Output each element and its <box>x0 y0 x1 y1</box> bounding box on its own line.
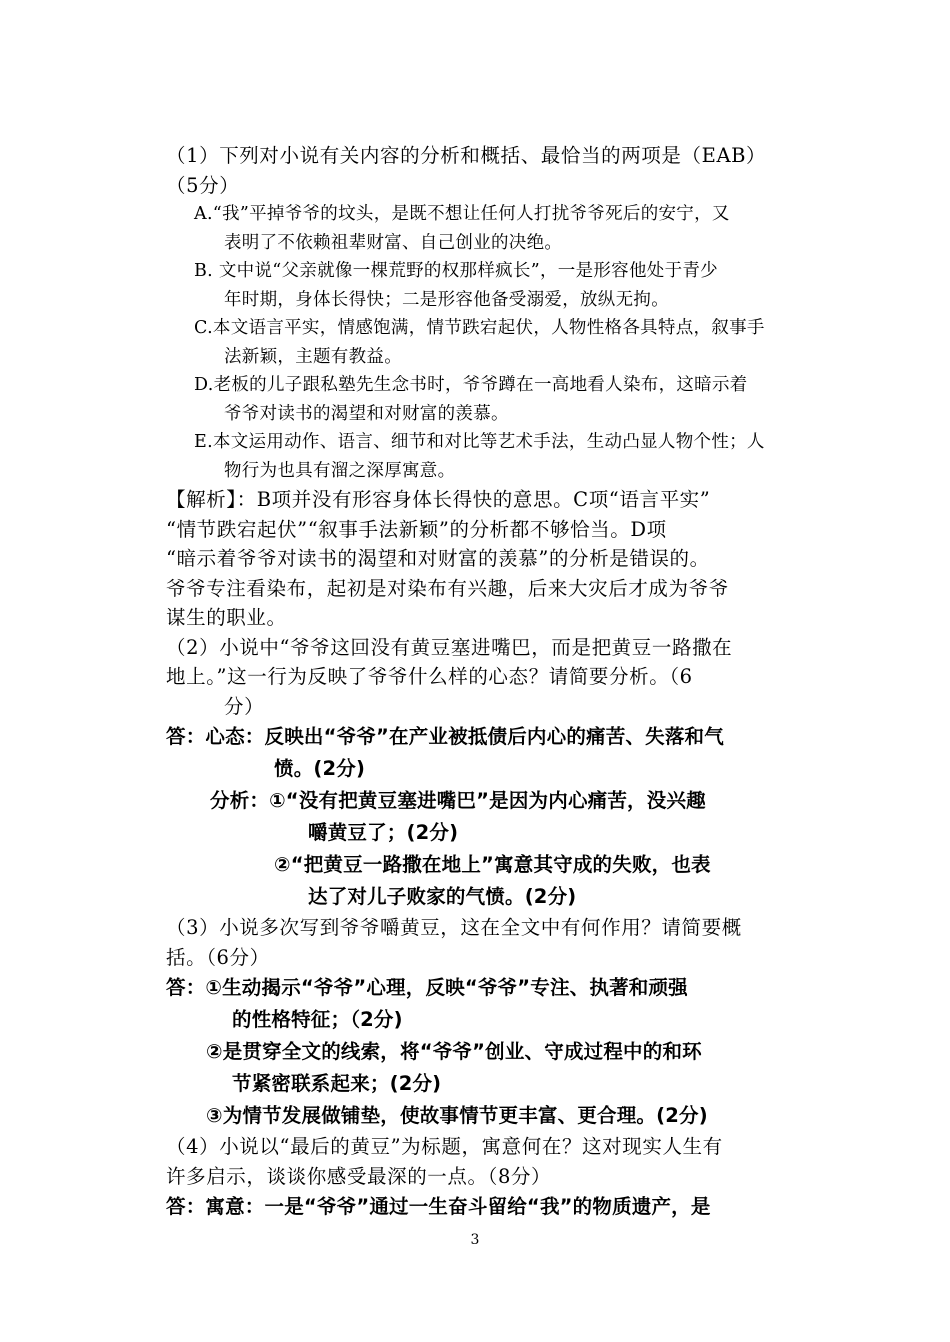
text-line: ②是贯穿全文的线索，将“爷爷”创业、守成过程中的和环 <box>206 1040 702 1063</box>
text-line: （4）小说以“最后的黄豆”为标题，寓意何在？这对现实人生有 <box>166 1135 723 1158</box>
text-line: C.本文语言平实，情感饱满，情节跌宕起伏，人物性格各具特点，叙事手 <box>194 318 765 338</box>
text-line: 法新颖，主题有教益。 <box>224 346 402 367</box>
text-line: ③为情节发展做铺垫，使故事情节更丰富、更合理。(2分) <box>206 1104 708 1127</box>
text-line: 【解析】：B项并没有形容身体长得快的意思。C项“语言平实” <box>166 488 711 511</box>
text-line: 答：寓意：一是“爷爷”通过一生奋斗留给“我”的物质遗产，是 <box>166 1195 711 1218</box>
text-line: 答：心态：反映出“爷爷”在产业被抵债后内心的痛苦、失落和气 <box>166 725 724 748</box>
text-line: 愤。(2分) <box>274 757 366 780</box>
text-line: 节紧密联系起来；(2分) <box>232 1072 442 1095</box>
text-line: 谋生的职业。 <box>166 606 287 629</box>
text-line: B. 文中说“父亲就像一棵荒野的权那样疯长”，一是形容他处于青少 <box>194 261 718 281</box>
text-line: A.“我”平掉爷爷的坟头，是既不想让任何人打扰爷爷死后的安宁，又 <box>194 204 730 224</box>
text-line: E.本文运用动作、语言、细节和对比等艺术手法，生动凸显人物个性；人 <box>194 432 765 452</box>
text-line: 分析：①“没有把黄豆塞进嘴巴”是因为内心痛苦，没兴趣 <box>210 789 706 812</box>
text-line: 爷爷对读书的渴望和对财富的羡慕。 <box>224 403 509 424</box>
text-line: D.老板的儿子跟私塾先生念书时，爷爷蹲在一高地看人染布，这暗示着 <box>194 375 748 395</box>
text-line: “情节跌宕起伏”“叙事手法新颖”的分析都不够恰当。D项 <box>166 517 667 541</box>
text-line: （3）小说多次写到爷爷嚼黄豆，这在全文中有何作用？请简要概 <box>166 916 742 939</box>
text-line: 嚼黄豆了；(2分) <box>308 821 459 844</box>
text-line: ②“把黄豆一路撒在地上”寓意其守成的失败，也表 <box>274 853 711 876</box>
page-number: 3 <box>470 1232 480 1248</box>
text-line: 分） <box>224 694 265 718</box>
text-line: 答：①生动揭示“爷爷”心理，反映“爷爷”专注、执著和顽强 <box>166 976 688 999</box>
text-line: 物行为也具有溜之深厚寓意。 <box>224 460 456 481</box>
document-body <box>166 141 786 1223</box>
text-line: （2）小说中“爷爷这回没有黄豆塞进嘴巴，而是把黄豆一路撒在 <box>166 635 733 659</box>
text-line: 达了对儿子败家的气愤。(2分) <box>308 885 577 908</box>
text-line: 许多启示，谈谈你感受最深的一点。（8分） <box>166 1164 552 1188</box>
text-line: （1）下列对小说有关内容的分析和概括、最恰当的两项是（EAB） <box>166 144 767 167</box>
text-line: 括。（6分） <box>166 945 270 969</box>
text-line: 的性格特征；（2分) <box>232 1008 403 1031</box>
text-line: 年时期，身体长得快；二是形容他备受溺爱，放纵无拘。 <box>224 289 669 310</box>
text-line: 爷爷专注看染布，起初是对染布有兴趣，后来大灾后才成为爷爷 <box>166 576 729 600</box>
text-line: “暗示着爷爷对读书的渴望和对财富的羡慕”的分析是错误的。 <box>166 547 710 570</box>
text-line: 表明了不依赖祖辈财富、自己创业的决绝。 <box>224 232 563 253</box>
text-line: （5分） <box>166 173 240 197</box>
text-line: 地上。”这一行为反映了爷爷什么样的心态？请简要分析。（6 <box>166 665 693 688</box>
